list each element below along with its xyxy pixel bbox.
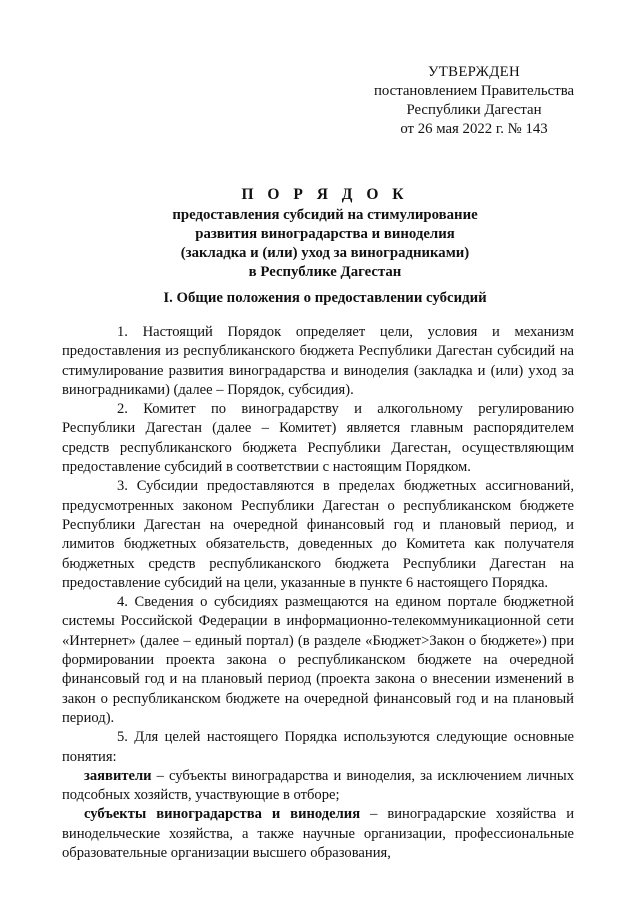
paragraph: 5. Для целей настоящего Порядка используются следующие основные понятия: [62,729,574,765]
definition-text: – виноградарские хозяйства и винодельческие хозяйства, а также научные организации, профессиональные образовательные организации высшего образования, [62,806,574,862]
document-title [95,185,555,282]
approval-heading: УТВЕРЖДЕН [428,64,520,80]
document-body [62,323,574,863]
approval-line: Республики Дагестан [406,102,542,118]
definition-paragraph [62,805,574,863]
title-line: (закладка и (или) уход за виноградниками) [180,245,470,261]
definition-term: заявители [84,767,152,784]
paragraph: 3. Субсидии предоставляются в пределах бюджетных ассигнований, предусмотренных законом Республики Дагестан о республиканском бюджете Республики Дагестан на очередной финансовый год и плановый период, и лимитов бюджетных обязательств, доведенных до Комитета как получателя бюджетных средств республиканского бюджета Республики Дагестан на предоставление субсидий на цели, указанные в пункте 6 настоящего Порядка. [62,478,574,591]
definition-text: – субъекты виноградарства и виноделия, за исключением личных подсобных хозяйств, участвующие в отборе; [62,767,574,804]
title-word: П О Р Я Д О К [241,186,409,203]
title-line: предоставления субсидий на стимулирование [172,207,478,223]
title-line: развития виноградарства и виноделия [195,226,455,242]
paragraph: 2. Комитет по виноградарству и алкогольному регулированию Республики Дагестан (далее – Комитет) является главным распорядителем средств республиканского бюджета Республики Дагестан, осуществляющим предоставление субсидий в соответствии с настоящим Порядком. [62,401,574,476]
approval-stamp [358,63,590,139]
definition-term: субъекты виноградарства и виноделия [84,806,361,823]
paragraph: 1. Настоящий Порядок определяет цели, условия и механизм предоставления из республиканского бюджета Республики Дагестан субсидий на стимулирование развития виноградарства и виноделия (закладка и (или) уход за виноградниками) (далее – Порядок, субсидия). [62,324,574,398]
paragraph: 4. Сведения о субсидиях размещаются на едином портале бюджетной системы Российской Федерации в информационно-телекоммуникационной сети «Интернет» (далее – единый портал) (в разделе «Бюджет>Закон о бюджете») при формировании проекта закона о республиканском бюджете на очередной финансовый год и на плановый период (проекта закона о внесении изменений в закон о республиканском бюджете на очередной финансовый год и на плановый период). [62,594,574,726]
section-heading: I. Общие положения о предоставлении субсидий [163,290,487,306]
title-line: в Республике Дагестан [248,264,402,280]
approval-line: постановлением Правительства [373,83,575,99]
definition-paragraph [62,767,574,806]
approval-date: от 26 мая 2022 г. № 143 [400,121,548,137]
